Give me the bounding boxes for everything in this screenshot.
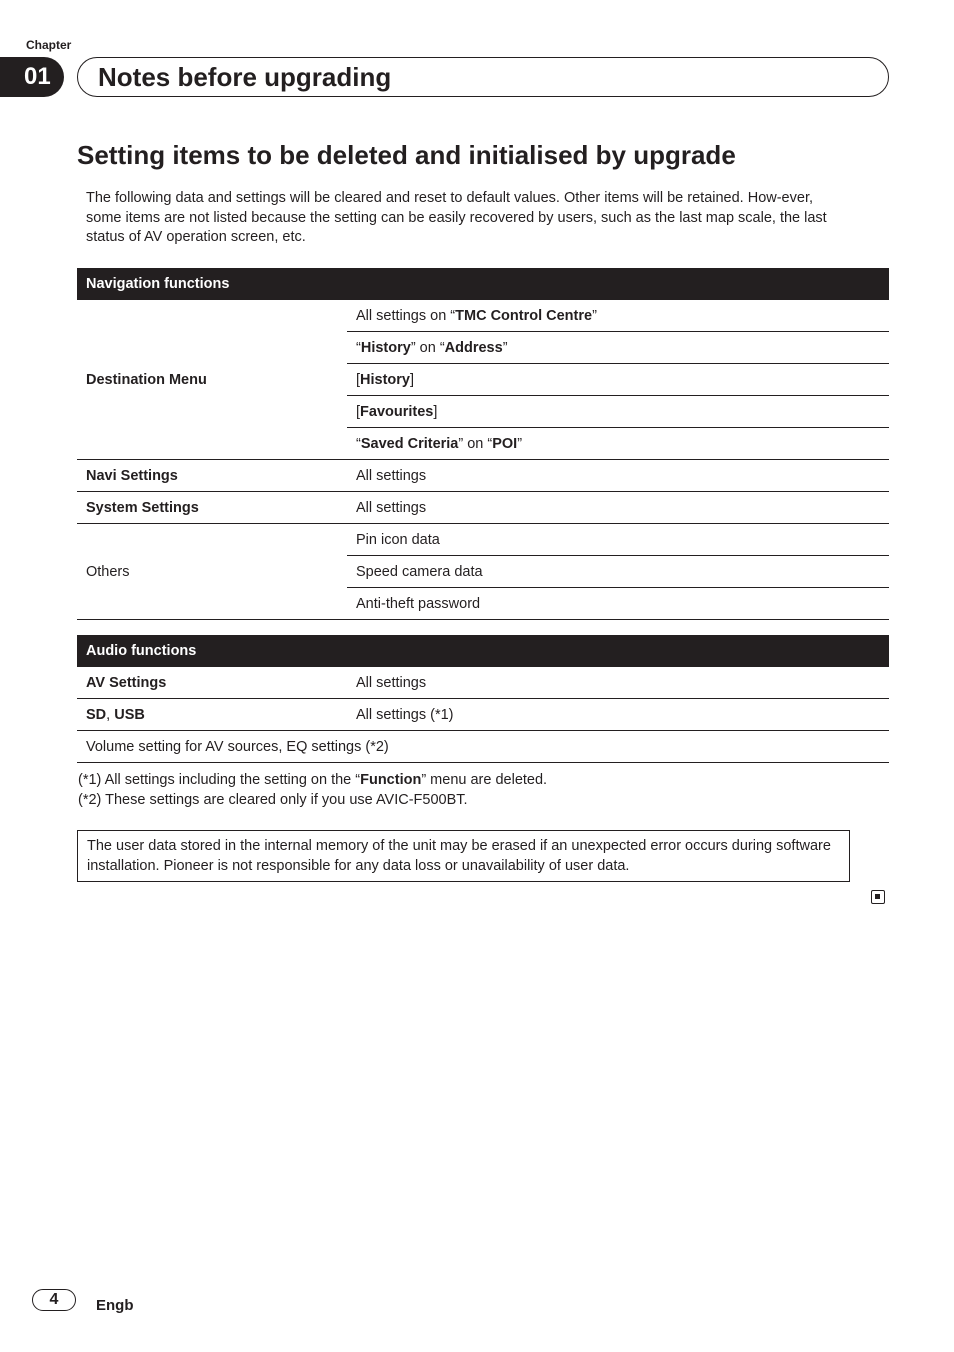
cell-text: ” <box>592 307 597 324</box>
others-value: Speed camera data <box>347 556 889 588</box>
footnote-text: (*1) All settings including the setting on the “ <box>78 772 361 788</box>
sd-usb-value: All settings (*1) <box>347 699 889 731</box>
warning-box: The user data stored in the internal memory of the unit may be erased if an unexpected error occurs during software installation. Pioneer is not responsible for any data loss or unavailability of user data. <box>77 830 850 882</box>
cell-text: All settings on “ <box>356 307 456 324</box>
cell-text: ” <box>517 435 523 452</box>
cell-text: ” <box>502 339 508 356</box>
language-code: Engb <box>96 1297 134 1314</box>
table-cell <box>347 332 889 364</box>
navi-settings-value: All settings <box>347 460 889 492</box>
table-header-row <box>77 635 889 667</box>
footnote-2: (*2) These settings are cleared only if you use AVIC-F500BT. <box>78 792 468 808</box>
label-separator: , <box>106 706 115 723</box>
cell-bold-text: History <box>360 339 411 356</box>
cell-text: [ <box>356 403 361 420</box>
usb-label: USB <box>114 706 145 723</box>
cell-text: ] <box>410 371 415 388</box>
footnote-text: ” menu are deleted. <box>421 772 548 788</box>
table-header-row <box>77 268 889 300</box>
table-row <box>77 524 889 556</box>
table-row <box>77 460 889 492</box>
chapter-number-badge: 01 <box>0 57 64 97</box>
others-value: Anti-theft password <box>347 588 889 620</box>
cell-text: ” on “ <box>410 339 445 356</box>
footnotes <box>78 770 547 810</box>
others-label: Others <box>77 524 347 620</box>
table-row <box>77 300 889 332</box>
audio-functions-table <box>77 635 889 763</box>
navigation-functions-header: Navigation functions <box>77 268 889 300</box>
cell-bold-text: POI <box>492 435 518 452</box>
page-number-badge: 4 <box>32 1289 76 1311</box>
cell-text: “ <box>356 435 361 452</box>
table-row <box>77 699 889 731</box>
av-settings-value: All settings <box>347 667 889 699</box>
volume-eq-row: Volume setting for AV sources, EQ settings (*2) <box>77 731 889 763</box>
chapter-title: Notes before upgrading <box>98 62 392 92</box>
footnote-bold-text: Function <box>360 772 422 788</box>
navi-settings-label: Navi Settings <box>77 460 347 492</box>
av-settings-label: AV Settings <box>77 667 347 699</box>
section-title: Setting items to be deleted and initialised by upgrade <box>77 140 736 170</box>
table-cell <box>347 396 889 428</box>
cell-text: “ <box>356 339 361 356</box>
cell-text: ” on “ <box>458 435 493 452</box>
cell-bold-text: Address <box>444 339 503 356</box>
table-cell <box>347 428 889 460</box>
table-cell <box>347 364 889 396</box>
cell-bold-text: Saved Criteria <box>360 435 459 452</box>
audio-functions-header: Audio functions <box>77 635 889 667</box>
table-row <box>77 731 889 763</box>
navigation-functions-table <box>77 268 889 620</box>
cell-bold-text: TMC Control Centre <box>455 307 593 324</box>
chapter-title-box <box>77 57 889 97</box>
system-settings-label: System Settings <box>77 492 347 524</box>
end-of-section-icon <box>871 890 885 904</box>
table-cell <box>347 300 889 332</box>
footnote-1 <box>78 770 547 790</box>
others-value: Pin icon data <box>347 524 889 556</box>
cell-text: [ <box>356 371 361 388</box>
chapter-label: Chapter <box>26 38 72 52</box>
cell-bold-text: History <box>360 371 410 388</box>
cell-text: ] <box>433 403 438 420</box>
system-settings-value: All settings <box>347 492 889 524</box>
sd-usb-label <box>77 699 347 731</box>
destination-menu-label: Destination Menu <box>77 300 347 460</box>
intro-paragraph: The following data and settings will be cleared and reset to default values. Other items will be retained. How-ever, some items are not listed because the setting can be easily recovered by users, such as the last map scale, the last status of AV operation screen, etc. <box>86 190 827 245</box>
cell-bold-text: Favourites <box>360 403 434 420</box>
table-row <box>77 492 889 524</box>
table-row <box>77 667 889 699</box>
sd-label: SD <box>86 706 107 723</box>
